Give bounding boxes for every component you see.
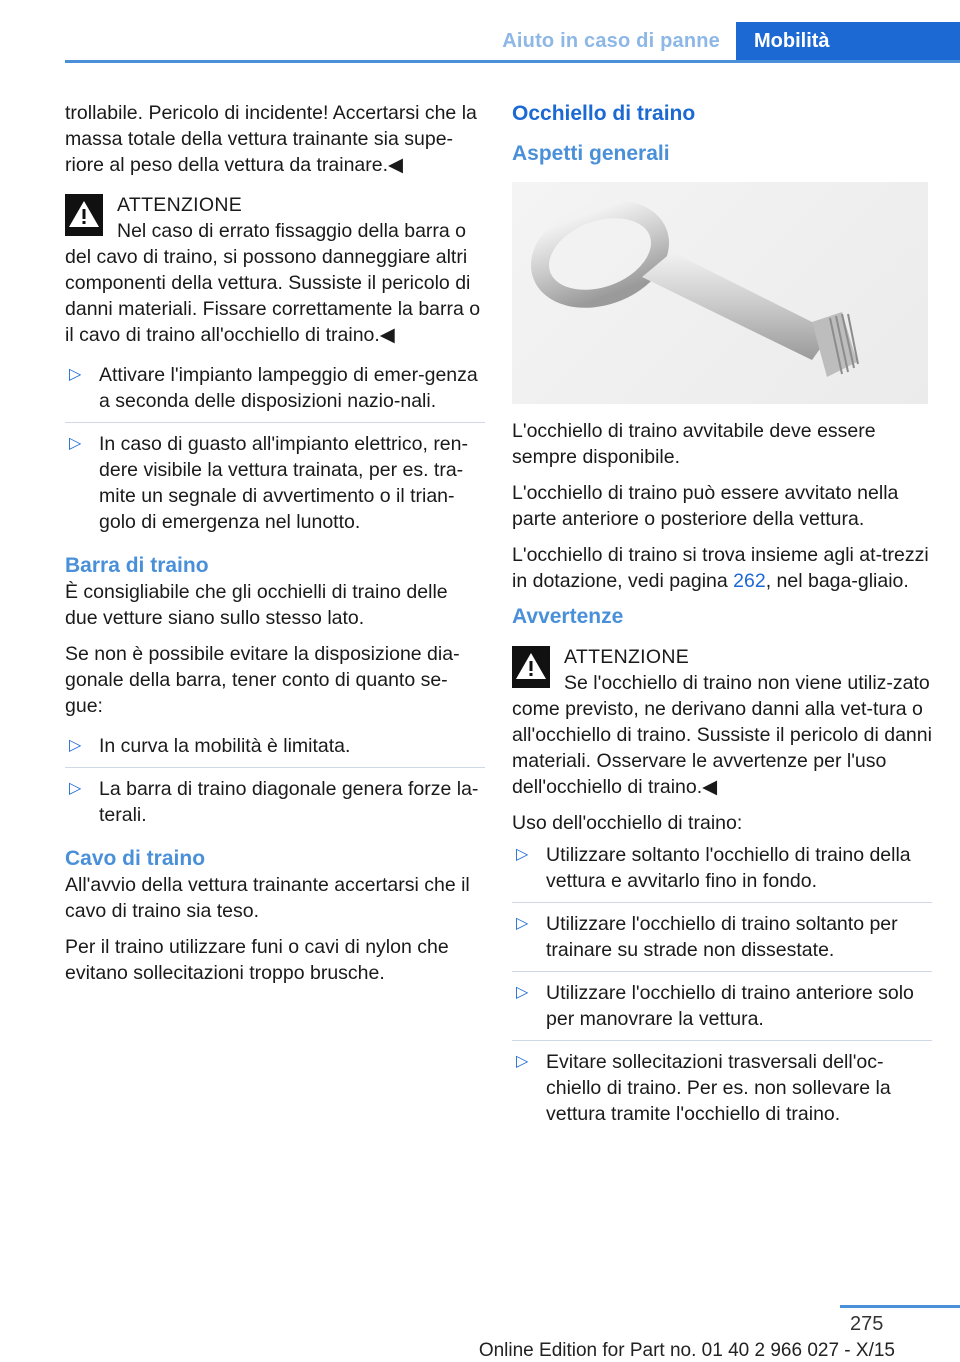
triangle-right-icon: ▷: [69, 435, 82, 452]
triangle-right-icon: ▷: [516, 846, 529, 863]
warning-box: [512, 644, 932, 800]
list-item: ▷ Utilizzare l'occhiello di traino soltanto per trainare su strade non dissestate.: [512, 911, 932, 972]
triangle-right-icon: ▷: [69, 366, 82, 383]
warning-triangle-icon: [512, 646, 550, 688]
section-heading-barra: Barra di traino: [65, 554, 209, 577]
list-item: ▷ Attivare l'impianto lampeggio di emer‐genza a seconda delle disposizioni nazio‐nali.: [65, 362, 485, 423]
list-item: ▷ Utilizzare l'occhiello di traino anteriore solo per manovrare la vettura.: [512, 980, 932, 1041]
warning-box: [65, 192, 485, 348]
bullet-list: [65, 733, 485, 836]
tow-eye-image: [512, 182, 928, 404]
right-column: [512, 100, 932, 1145]
tow-eye-illustration: [512, 182, 928, 404]
triangle-right-icon: ▷: [69, 780, 82, 797]
paragraph: Per il traino utilizzare funi o cavi di nylon che evitano sollecitazioni troppo brusche.: [65, 936, 449, 984]
page-link-262[interactable]: 262: [733, 570, 766, 592]
warning-title: ATTENZIONE: [117, 194, 243, 216]
triangle-right-icon: ▷: [516, 1053, 529, 1070]
paragraph: Uso dell'occhiello di traino:: [512, 812, 743, 834]
header-rule: [65, 60, 960, 63]
section-heading-cavo: Cavo di traino: [65, 847, 206, 870]
header-section-title: Aiuto in caso di panne: [502, 30, 720, 52]
list-item: ▷ Evitare sollecitazioni trasversali dell'oc‐chiello di traino. Per es. non sollevare la vettura tramite l'occhiello di traino.: [516, 1051, 891, 1125]
section-heading-avvertenze: Avvertenze: [512, 605, 624, 628]
section-heading-aspetti: Aspetti generali: [512, 142, 670, 165]
list-item: ▷ Utilizzare soltanto l'occhiello di traino della vettura e avvitarlo fino in fondo.: [512, 842, 932, 903]
paragraph: L'occhiello di traino può essere avvitato nella parte anteriore o posteriore della vettura.: [512, 482, 899, 530]
footer-edition: Online Edition for Part no. 01 40 2 966 027 - X/15: [478, 1340, 895, 1361]
header-chapter-tab: Mobilità: [736, 22, 960, 62]
paragraph: L'occhiello di traino si trova insieme agli at‐trezzi in dotazione, vedi pagina 262, nel baga‐gliaio.: [512, 544, 929, 592]
warning-text: Nel caso di errato fissaggio della barra o del cavo di traino, si possono danneggiare altri componenti della vettura. Sussiste il pericolo di danni materiali. Fissare correttamente la barra o il cavo di traino all'occhiello di traino.◀: [65, 220, 481, 346]
left-column: [65, 100, 485, 996]
warning-triangle-icon: [65, 194, 103, 236]
warning-text: Se l'occhiello di traino non viene utiliz‐zato come previsto, ne derivano danni alla vet‐tura o all'occhiello di traino. Sussiste il pericolo di danni materiali. Osservare le avvertenze per l'uso dell'occhiello di traino.◀: [512, 672, 932, 798]
paragraph: È consigliabile che gli occhielli di traino delle due vetture siano sullo stesso lato.: [65, 581, 448, 629]
bullet-list: [512, 842, 932, 1135]
intro-text: trollabile. Pericolo di incidente! Accertarsi che la massa totale della vettura trainante sia supe‐riore al peso della vettura da trainare.◀: [65, 102, 477, 176]
page-title: Occhiello di traino: [512, 102, 696, 125]
bullet-list: [65, 362, 485, 543]
paragraph: L'occhiello di traino avvitabile deve essere sempre disponibile.: [512, 420, 876, 468]
warning-title: ATTENZIONE: [564, 646, 690, 668]
list-item: ▷ La barra di traino diagonale genera forze la‐terali.: [69, 778, 479, 826]
page-number: 275: [850, 1313, 884, 1335]
paragraph: Se non è possibile evitare la disposizione dia‐gonale della barra, tener conto di quanto se‐gue:: [65, 643, 460, 717]
triangle-right-icon: ▷: [69, 737, 82, 754]
triangle-right-icon: ▷: [516, 984, 529, 1001]
triangle-right-icon: ▷: [516, 915, 529, 932]
footer-rule: [840, 1305, 960, 1308]
paragraph: All'avvio della vettura trainante accertarsi che il cavo di traino sia teso.: [65, 874, 470, 922]
list-item: ▷ In caso di guasto all'impianto elettrico, ren‐dere visibile la vettura trainata, per es. tra‐mite un segnale di avvertimento o il trian‐golo di emergenza nel lunotto.: [69, 433, 468, 533]
list-item: ▷ In curva la mobilità è limitata.: [65, 733, 485, 768]
